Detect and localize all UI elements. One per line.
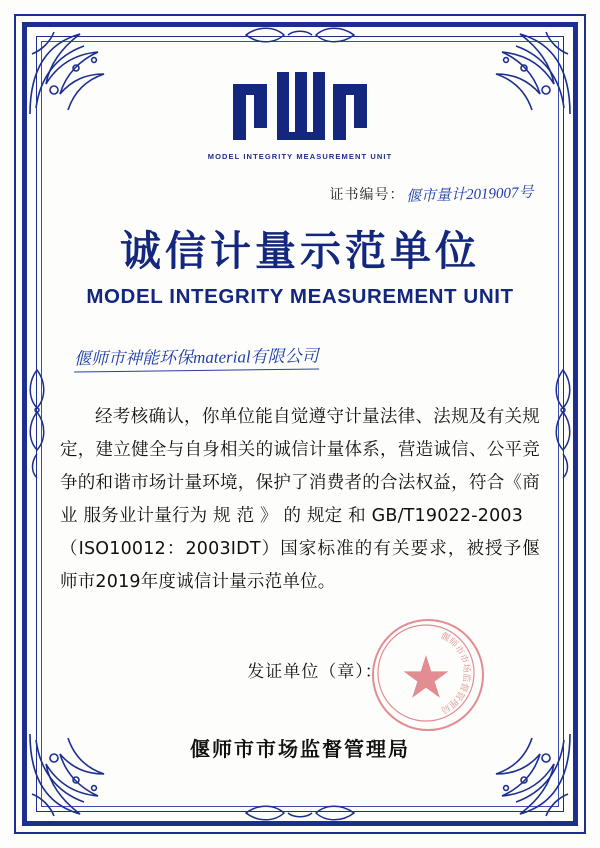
page-title-english: MODEL INTEGRITY MEASUREMENT UNIT [86,285,514,308]
issuer-label: 发证单位（章）： [247,662,383,681]
certificate-number-value: 偃市量计2019007号 [406,184,535,206]
footer-organization: 偃师市市场监督管理局 [190,737,410,761]
side-ornament-left-icon [26,364,48,484]
side-ornament-bottom-icon [240,802,360,824]
logo-caption: MODEL INTEGRITY MEASUREMENT UNIT [207,152,393,161]
issuer-row [60,631,540,715]
logo-block [60,52,540,161]
side-ornament-right-icon [552,364,574,484]
official-red-seal-icon [372,619,484,731]
certificate-content [60,52,540,796]
mim-monogram-logo-icon [60,70,540,144]
certificate-number-label: 证书编号： [329,186,405,202]
recipient-name: 偃师市神能环保material有限公司 [74,342,319,373]
svg-text:偃师市市场监督管理局: 偃师市市场监督管理局 [438,631,472,715]
body-paragraph-2: （ISO10012：2003IDT）国家标准的有关要求，被授予偃师市2019年度诚信计量示范单位。 [60,539,540,592]
side-ornament-top-icon [240,24,360,46]
certificate-number-row [60,183,540,204]
page-title-chinese: 诚信计量示范单位 [120,227,480,275]
body-paragraph-1: 经考核确认，你单位能自觉遵守计量法律、法规及有关规定，建立健全与自身相关的诚信计量体系，营造诚信、公平竞争的和谐市场计量环境，保护了消费者的合法权益，符合《商业 服务业计量行为 规 范 》 的 规定 和 GB/T19022-2003 [60,407,540,526]
body-text [60,401,540,599]
